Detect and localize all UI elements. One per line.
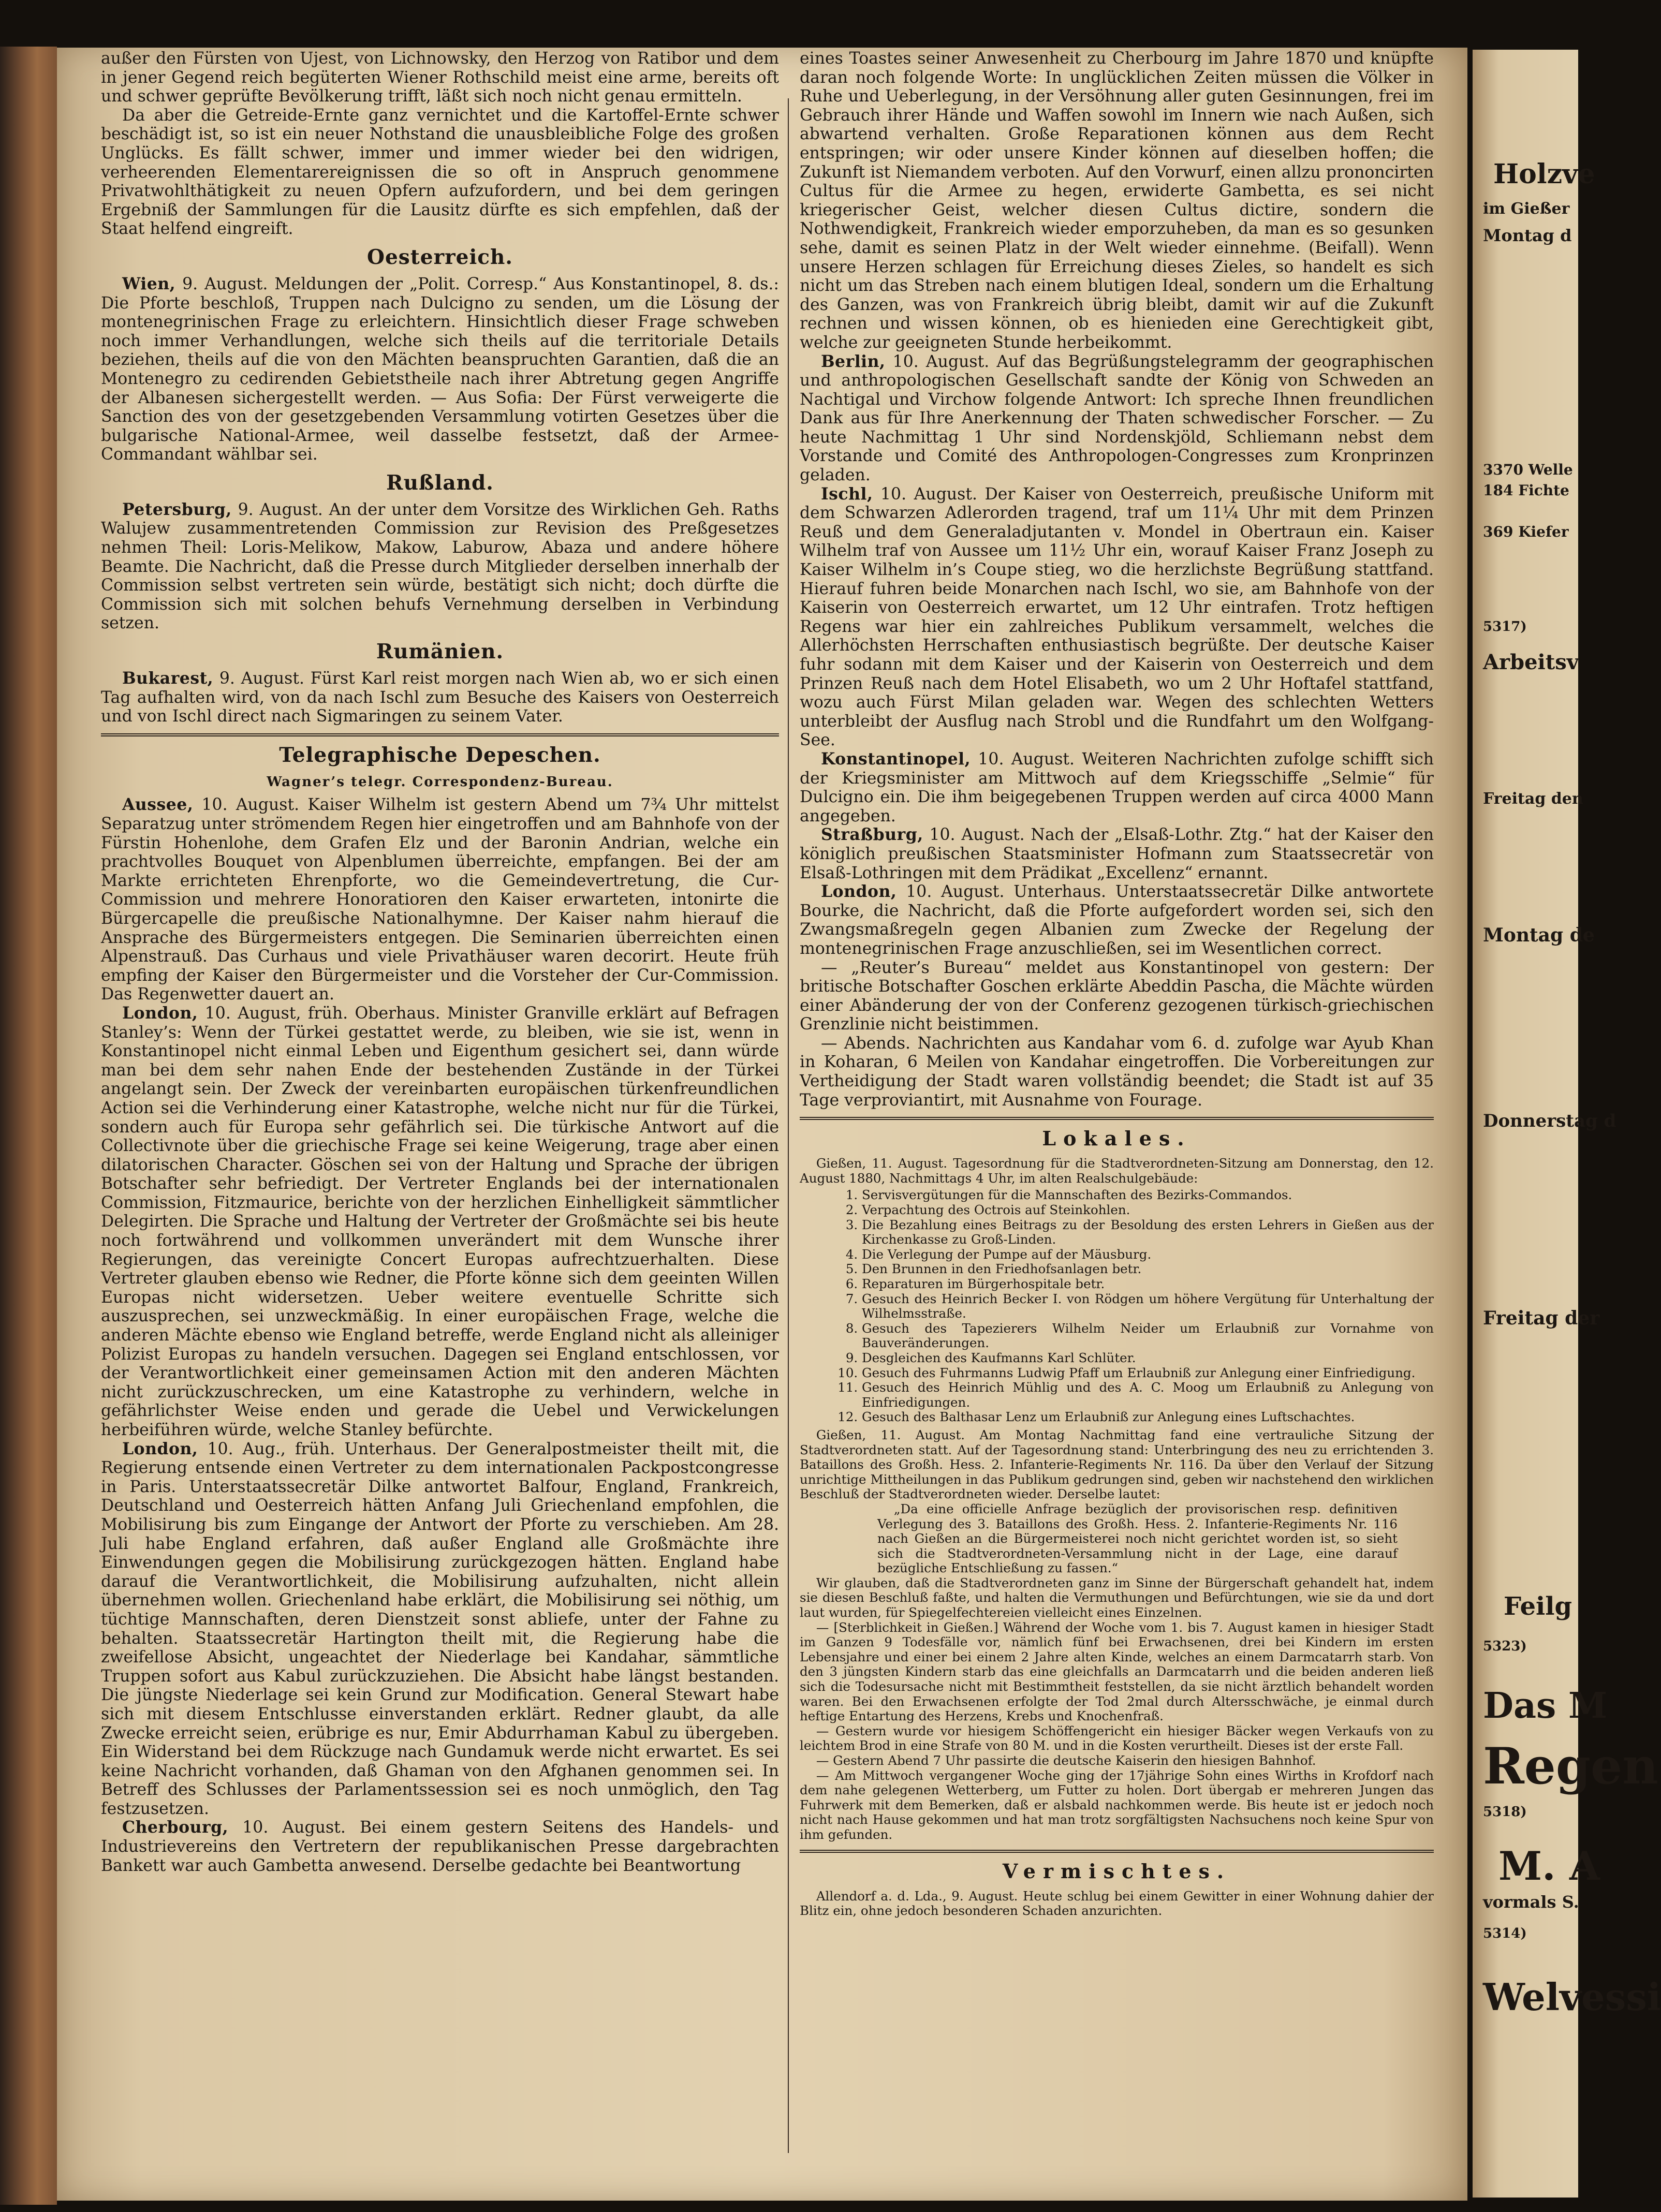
agenda-item: 3. Die Bezahlung eines Beitrags zu der Besoldung des ersten Lehrers in Gießen aus der Kirchenkasse zu Groß-Linden. (862, 1218, 1434, 1247)
facing-line: 3370 Welle (1483, 461, 1573, 478)
dateline-place: Aussee, (122, 795, 194, 815)
section-heading-lokales: Lokales. (1042, 1127, 1192, 1151)
vermischtes-paragraph: Allendorf a. d. Lda., 9. August. Heute schlug bei einem Gewitter in einer Wohnung dahier der Blitz ein, ohne jedoch besonderen Schaden anzurichten. (800, 1888, 1434, 1919)
dateline-place: London, (820, 882, 897, 902)
book-spine (0, 47, 57, 2205)
dispatch-london (800, 882, 1434, 958)
dispatch-text: 10. August. Weiteren Nachrichten zufolge schifft sich der Kriegsminister am Mittwoch auf dem Kriegsschiffe „Selmie“ für Dulcigno ein. Die ihm beigegebenen Truppen werden auf circa 4000 Mann angegeben. (800, 749, 1434, 825)
facing-heading: Holzve (1493, 158, 1595, 190)
dateline-place: Ischl, (820, 484, 873, 504)
dateline-place: Cherbourg, (122, 1818, 229, 1837)
facing-heading: Das M (1483, 1685, 1608, 1727)
dispatch-berlin (800, 352, 1434, 485)
agenda-item: 11. Gesuch des Heinrich Mühlig und des A. C. Moog um Erlaubniß zu Anlegung von Einfriedigungen. (862, 1380, 1434, 1410)
left-column (101, 49, 779, 1875)
facing-heading: Donnerstag d (1483, 1111, 1616, 1131)
dispatch-london (101, 1440, 779, 1819)
agenda-item: 10. Gesuch des Fuhrmanns Ludwig Pfaff um Erlaubniß zur Anlegung einer Einfriedigung. (862, 1366, 1434, 1381)
facing-line: 369 Kiefer (1483, 523, 1569, 540)
dispatch-text: 9. August. An der unter dem Vorsitze des Wirklichen Geh. Raths Walujew zusammentretenden Commission zur Revision des Preßgesetzes nehmen Theil: Loris-Melikow, Makow, Laburow, Abaza und andere höhere Beamte. Die Nachricht, daß die Presse durch Mitglieder derselben innerhalb der Commission selbst vertreten sein würde, bestätigt sich nicht; doch dürfte die Commission sich mit solchen behufs Vernehmung derselben in Verbindung setzen. (101, 500, 779, 633)
dispatch-cherbourg (101, 1818, 779, 1875)
section-subheading: Wagner’s telegr. Correspondenz-Bureau. (267, 774, 613, 790)
section-heading-oesterreich: Oesterreich. (367, 245, 513, 269)
article-paragraph: eines Toastes seiner Anwesenheit zu Cherbourg im Jahre 1870 und knüpfte daran noch folgende Worte: In unglücklichen Zeiten müssen die Völker in Ruhe und Ueberlegung, in der Versöhnung aller guten Gesinnungen, frei im Gebrauch ihrer Hände und Waffen sowohl im Innern wie nach Außen, sich abwartend verhalten. Große Reparationen können aus dem Recht entspringen; wir oder unsere Kinder können auf dieselben hoffen; die Zukunft ist Niemandem verboten. Auf den Vorwurf, einen allzu prononcirten Cultus für die Armee zu hegen, erwiderte Gambetta, es sei nicht kriegerischer Geist, welcher diesen Cultus dictire, sondern die Nothwendigkeit, Frankreich wieder emporzuheben, da man es so gesunken sehe, damit es seinen Platz in der Welt wieder einnehme. (Beifall). Wenn unsere Herzen schlagen für Erreichung dieses Zieles, so handelt es sich nicht um das Streben nach einem blutigen Ideal, sondern um die Erhaltung des Ganzen, was von Frankreich übrig bleibt, damit wir auf die Zukunft rechnen und wissen können, ob es hienieden eine Gerechtigkeit gibt, welche zur geeigneten Stunde herbeikommt. (800, 49, 1434, 352)
facing-line: 184 Fichte (1483, 482, 1569, 499)
dispatch-aussee (101, 795, 779, 1004)
resolution-quote: „Da eine officielle Anfrage bezüglich der provisorischen resp. definitiven Verlegung des 3. Bataillons des Großh. Hess. 2. Infanterie-Regiments Nr. 116 nach Gießen an die Bürgermeisterei noch nicht gerichtet worden ist, so sieht sich die Stadtverordneten-Versammlung nicht in der Lage, eine darauf bezügliche Entschließung zu fassen.“ (877, 1501, 1398, 1576)
column-divider (788, 98, 789, 2153)
lokales-paragraph: — Gestern wurde vor hiesigem Schöffengericht ein hiesiger Bäcker wegen Verkaufs von zu leichtem Brod in eine Strafe von 80 M. und in die Kosten verurtheilt. Dieses ist der erste Fall. (800, 1723, 1434, 1753)
dateline-place: Bukarest, (122, 669, 214, 688)
dateline-place: London, (122, 1003, 198, 1023)
section-rule (101, 733, 779, 736)
lokales-paragraph: — Gestern Abend 7 Uhr passirte die deutsche Kaiserin den hiesigen Bahnhof. (816, 1753, 1316, 1768)
agenda-item: 9. Desgleichen des Kaufmanns Karl Schlüter. (862, 1351, 1434, 1366)
agenda-item: 4. Die Verlegung der Pumpe auf der Mäusburg. (862, 1247, 1434, 1262)
dispatch-konstantinopel (800, 750, 1434, 825)
agenda-item: 8. Gesuch des Tapezierers Wilhelm Neider um Erlaubniß zur Vornahme von Bauveränderungen. (862, 1321, 1434, 1351)
dispatch-text: 9. August. Meldungen der „Polit. Corresp.“ Aus Konstantinopel, 8. ds.: Die Pforte beschloß, Truppen nach Dulcigno zu senden, um die Lösung der montenegrinischen Frage zu erleichtern. Hinsichtlich dieser Frage schweben noch immer Verhandlungen, welche sich theils auf die territoriale Details beziehen, theils auf die von den Mächten beanspruchten Garantien, daß die an Montenegro zu cedirenden Gebietstheile nach ihrer Abtretung gegen Angriffe der Albanesen sichergestellt werden. — Aus Sofia: Der Fürst verweigerte die Sanction des von der gesetzgebenden Versammlung votirten Gesetzes über die bulgarische National-Armee, weil dasselbe festsetzt, daß der Armee-Commandant wählbar sei. (101, 274, 780, 464)
dispatch-london (101, 1004, 779, 1440)
section-heading-rumaenien: Rumänien. (376, 640, 504, 664)
facing-heading: Arbeitsv (1483, 650, 1579, 674)
dispatch-wien (101, 275, 779, 464)
dispatch-text: 10. August. Auf das Begrüßungstelegramm der geographischen und anthropologischen Gesellschaft sandte der König von Schweden an Nachtigal und Virchow folgende Antwort: Ich spreche Ihnen freundlichen Dank aus für Ihre Anerkennung der Thaten schwedischer Forscher. — Zu heute Nachmittag 1 Uhr sind Nordenskjöld, Schliemann nebst dem Vorstande und Comité des Anthropologen-Congresses zum Kronprinzen geladen. (800, 352, 1434, 485)
agenda-item: 6. Reparaturen im Bürgerhospitale betr. (862, 1277, 1434, 1292)
agenda-item: 1. Servisvergütungen für die Mannschaften des Bezirks-Commandos. (862, 1188, 1434, 1203)
lokales-paragraph: — Am Mittwoch vergangener Woche ging der 17jährige Sohn eines Wirths in Krofdorf nach dem nahe gelegenen Wetterberg, um Futter zu holen. Dort übergab er mehreren Jungen das Fuhrwerk mit dem Bemerken, daß er alsbald nachkommen werde. Bis heute ist er jedoch noch nicht nach Hause gekommen und hat man trotz sorgfältigsten Nachsuchens noch keine Spur von ihm gefunden. (800, 1767, 1434, 1842)
dateline-place: Wien, (122, 274, 176, 293)
facing-line: 5323) (1483, 1639, 1527, 1654)
section-heading-telegraphische-depeschen: Telegraphische Depeschen. (279, 743, 601, 767)
facing-line: vormals S. (1483, 1892, 1579, 1912)
dateline-place: Straßburg, (820, 825, 923, 845)
dispatch-strassburg (800, 825, 1434, 882)
section-rule (800, 1850, 1434, 1853)
section-heading-vermischtes: Vermischtes. (1002, 1859, 1231, 1883)
lokales-paragraph: — [Sterblichkeit in Gießen.] Während der Woche vom 1. bis 7. August kamen in hiesiger Stadt im Ganzen 9 Todesfälle vor, nämlich fünf bei Erwachsenen, drei bei Kindern im ersten Lebensjahre und einer bei einem 2 Jahre alten Kinde, welches an einem Darmcatarrh starb. Von den 3 jüngsten Kindern starb das eine gleichfalls an Darmcatarrh und die beiden anderen ließ sich die Todesursache nicht mit Bestimmtheit feststellen, da sie nicht ärztlich behandelt worden waren. Bei den Erwachsenen erfolgte der Tod 2mal durch Altersschwäche, je einmal durch heftige Entartung des Herzens, Krebs und Knochenfraß. (800, 1619, 1434, 1724)
dateline-place: London, (122, 1439, 198, 1458)
agenda-item: 2. Verpachtung des Octrois auf Steinkohlen. (862, 1203, 1434, 1218)
facing-line: 5318) (1483, 1804, 1527, 1820)
dispatch-text: 9. August. Fürst Karl reist morgen nach Wien ab, wo er sich einen Tag aufhalten wird, von da nach Ischl zum Besuche des Kaisers von Oesterreich und von Ischl direct nach Sigmaringen zu seinem Vater. (101, 669, 779, 726)
dispatch-ischl (800, 485, 1434, 750)
lokales-paragraph: Gießen, 11. August. Am Montag Nachmittag fand eine vertrauliche Sitzung der Stadtverordneten statt. Auf der Tagesordnung stand: Unterbringung des neu zu errichtenden 3. Bataillons des Großh. Hess. 2. Infanterie-Regiments Nr. 116. Da über den Verlauf der Sitzung unrichtige Mittheilungen in das Publikum gedrungen sind, geben wir nachstehend den wirklichen Beschluß der Stadtverordneten wieder. Derselbe lautet: (800, 1427, 1434, 1502)
dispatch-bukarest (101, 669, 779, 726)
lokales-paragraph: Gießen, 11. August. Tagesordnung für die Stadtverordneten-Sitzung am Donnerstag, den 12. August 1880, Nachmittags 4 Uhr, im alten Realschulgebäude: (800, 1156, 1434, 1186)
dispatch-text: 10. August, früh. Oberhaus. Minister Granville erklärt auf Befragen Stanley’s: Wenn der Türkei gestattet werde, zu bleiben, wie sie ist, wenn in Konstantinopel nicht einmal Leben und Eigenthum gesichert sei, dann würde man bei dem sehr nahen Ende der bestehenden Zustände in der Türkei angelangt sein. Der Zweck der vereinbarten europäischen türkenfreundlichen Action sei die Verhinderung einer Katastrophe, welche nicht nur für die Türkei, sondern auch für Europa sehr gefährlich sei. Die türkische Antwort auf die Collectivnote über die griechische Frage sei keine Weigerung, trage aber einen dilatorischen Character. Göschen sei von der Haltung und Sprache der übrigen Botschafter sehr befriedigt. Der Vertreter Englands bei der internationalen Commission, Fitzmaurice, berichte von der herzlichen Einhelligkeit sämmtlicher Delegirten. Die Sprache und Haltung der Vertreter der Großmächte sei bis heute noch fortwährend und vollkommen unverändert mit dem Wunsche ihrer Regierungen, das vereinigte Concert Europas aufrechtzuerhalten. Diese Vertreter glauben ebenso wie Redner, die Pforte könne sich dem geeinten Willen Europas nicht widersetzen. Ueber weitere eventuelle Schritte sich auszusprechen, sei unzweckmäßig. In einer europäischen Frage, welche die anderen Mächte ebenso wie England betreffe, werde England nicht als alleiniger Polizist Europas zu handeln versuchen. Dagegen sei England entschlossen, vor der Verantwortlichkeit einer gemeinsamen Action mit den anderen Mächten nicht zurückzuschrecken, um eine Katastrophe zu verhindern, welche in gefährlichster Weise enden und gerade die Uebel und Verwickelungen herbeiführen würde, welche Stanley befürchte. (101, 1004, 779, 1439)
facing-heading: Regen (1483, 1737, 1658, 1795)
dispatch-text: 10. August. Nach der „Elsaß-Lothr. Ztg.“ hat der Kaiser den königlich preußischen Staatsminister Hofmann zum Staatssecretär von Elsaß-Lothringen mit dem Prädikat „Excellenz“ ernannt. (800, 825, 1434, 882)
agenda-item: 7. Gesuch des Heinrich Becker I. von Rödgen um höhere Vergütung für Unterhaltung der Wilhelmsstraße. (862, 1292, 1434, 1321)
dateline-place: Petersburg, (122, 499, 232, 519)
section-heading-russland: Rußland. (386, 470, 494, 495)
article-paragraph: Da aber die Getreide-Ernte ganz vernichtet und die Kartoffel-Ernte schwer beschädigt ist, so ist ein neuer Nothstand die unausbleibliche Folge des großen Unglücks. Es fällt schwer, immer und immer wieder bei den widrigen, verheerenden Elementarereignissen die so oft in Anspruch genommene Privatwohlthätigkeit zu neuen Opfern aufzufordern, und bei dem geringen Ergebniß der Sammlungen für die Lausitz dürfte es sich empfehlen, daß der Staat helfend eingreift. (101, 106, 779, 239)
right-column (800, 49, 1434, 1919)
facing-line: Freitag den (1483, 790, 1583, 808)
facing-heading: Feilg (1504, 1592, 1572, 1621)
facing-line: im Gießer (1483, 200, 1570, 218)
dispatch-abends: — Abends. Nachrichten aus Kandahar vom 6. d. zufolge war Ayub Khan in Koharan, 6 Meilen von Kandahar eingetroffen. Die Vorbereitungen zur Vertheidigung der Stadt waren vollständig beendet; die Stadt ist auf 35 Tage verproviantirt, mit Ausnahme von Fourage. (800, 1034, 1434, 1110)
dispatch-text: 10. August. Bei einem gestern Seitens des Handels- und Industrievereins den Vertretern der republikanischen Presse dargebrachten Bankett war auch Gambetta anwesend. Derselbe gedachte bei Beantwortung (101, 1818, 779, 1875)
agenda-list (800, 1188, 1434, 1425)
dispatch-text: 10. August. Unterhaus. Unterstaatssecretär Dilke antwortete Bourke, die Nachricht, daß die Pforte aufgefordert worden sei, sich den Zwangsmaßregeln gegen Albanien zum Zwecke der Regelung der montenegrinischen Frage anzuschließen, sei im Wesentlichen correct. (800, 882, 1434, 958)
facing-heading: M. A (1498, 1843, 1600, 1889)
dateline-place: Konstantinopel, (820, 749, 971, 769)
dispatch-petersburg (101, 500, 779, 633)
section-rule (800, 1117, 1434, 1120)
article-paragraph: außer den Fürsten von Ujest, von Lichnowsky, den Herzog von Ratibor und dem in jener Gegend reich begüterten Wiener Rothschild meist eine arme, bereits oft und schwer geprüfte Bevölkerung trifft, läßt sich noch nicht genau ermitteln. (101, 49, 779, 106)
facing-line: 5314) (1483, 1926, 1527, 1941)
facing-heading: Freitag der (1483, 1307, 1600, 1329)
facing-line: Montag d (1483, 226, 1572, 245)
facing-page-fragment (1473, 50, 1661, 2198)
dispatch-text: 10. Aug., früh. Unterhaus. Der Generalpostmeister theilt mit, die Regierung entsende einen Vertreter zu dem internationalen Packpostcongresse in Paris. Unterstaatssecretär Dilke antwortet Balfour, England, Frankreich, Deutschland und Oesterreich hätten Anfang Juli Griechenland empfohlen, die Mobilisirung bis zum Eingange der Antwort der Pforte zu verschieben. Am 28. Juli habe England erfahren, daß außer England alle Großmächte ihre Einwendungen gegen die Mobilisirung zurückgezogen hätten. England habe darauf die Verantwortlichkeit, die Mobilisirung aufzuhalten, nicht allein übernehmen wollen. Griechenland habe erklärt, die Mobilisirung sei nöthig, um tüchtige Mannschaften, deren Dienstzeit sonst abliefe, unter der Fahne zu behalten. Staatssecretär Hartington theilt mit, die Regierung habe die zweifellose Absicht, ungeachtet der Niederlage bei Kandahar, sämmtliche Truppen sofort aus Kabul zurückzuziehen. Die Absicht habe längst bestanden. Die jüngste Niederlage sei kein Grund zur Modification. General Stewart habe sich mit diesem Entschlusse einverstanden erklärt. Redner glaubt, da alle Zwecke erreicht seien, erübrige es nur, Emir Abdurrhaman Kabul zu übergeben. Ein Widerstand bei dem Rückzuge nach Gundamuk werde nicht erwartet. Es sei keine Nachricht vorhanden, daß Ghaman von den Afghanen genommen sei. In Betreff des Schlusses der Parlamentssession sei es noch unmöglich, den Tag festzusetzen. (101, 1439, 779, 1818)
agenda-item: 5. Den Brunnen in den Friedhofsanlagen betr. (862, 1262, 1434, 1277)
dispatch-reuter: — „Reuter’s Bureau“ meldet aus Konstantinopel von gestern: Der britische Botschafter Goschen erklärte Abeddin Pascha, die Mächte würden einer Abänderung der von der Conferenz gezogenen türkisch-griechischen Grenzlinie nicht beistimmen. (800, 958, 1434, 1034)
dispatch-text: 10. August. Der Kaiser von Oesterreich, preußische Uniform mit dem Schwarzen Adlerorden tragend, traf um 11¼ Uhr mit dem Prinzen Reuß und dem Generaladjutanten v. Mondel in Obertraun ein. Kaiser Wilhelm traf von Aussee um 11½ Uhr ein, worauf Kaiser Franz Joseph zu Kaiser Wilhelm in’s Coupe stieg, wo die herzlichste Begrüßung stattfand. Hierauf fuhren beide Monarchen nach Ischl, wo sie, am Bahnhofe von der Kaiserin von Oesterreich erwartet, um 12 Uhr eintrafen. Trotz heftigen Regens war hier ein zahlreiches Publikum versammelt, welches die Allerhöchsten Herrschaften enthusiastisch begrüßte. Der deutsche Kaiser fuhr sodann mit dem Kaiser und der Kaiserin von Oesterreich und dem Prinzen Reuß nach dem Hotel Elisabeth, wo um 2 Uhr Hoftafel stattfand, wozu auch Fürst Milan geladen war. Wegen des schlechten Wetters unterbleibt der Ausflug nach Strobl und die Rundfahrt um den Wolfgang-See. (800, 484, 1434, 750)
dateline-place: Berlin, (820, 351, 886, 371)
dispatch-text: 10. August. Kaiser Wilhelm ist gestern Abend um 7¾ Uhr mittelst Separatzug unter strömendem Regen hier eingetroffen und am Bahnhofe von der Fürstin Hohenlohe, dem Grafen Elz und der Baronin Andrian, welche ein prachtvolles Bouquet von Alpenblumen überreichte, empfangen. Bei der am Markte errichteten Ehrenpforte, wo die Gemeindevertretung, die Cur-Commission und mehrere Honoratioren den Kaiser erwarteten, intonirte die Bürgercapelle die preußische Nationalhymne. Der Kaiser nahm hierauf die Ansprache des Bürgermeisters entgegen. Die Seminarien überreichten einen Alpenstrauß. Das Curhaus und viele Privathäuser waren decorirt. Heute früh empfing der Kaiser den Bürgermeister und die Vorsteher der Cur-Commission. Das Regenwetter dauert an. (101, 795, 779, 1004)
facing-line: 5317) (1483, 619, 1527, 635)
agenda-item: 12. Gesuch des Balthasar Lenz um Erlaubniß zur Anlegung eines Luftschachtes. (862, 1410, 1434, 1425)
lokales-block (800, 1156, 1434, 1842)
facing-heading: Welvessi (1483, 1975, 1661, 2019)
lokales-paragraph: Wir glauben, daß die Stadtverordneten ganz im Sinne der Bürgerschaft gehandelt hat, indem sie diesen Beschluß faßte, und halten die Vermuthungen und Befürchtungen, wie sie da und dort laut wurden, für Spiegelfechtereien vielleicht eines Einzelnen. (800, 1575, 1434, 1620)
facing-heading: Montag de (1483, 924, 1595, 946)
